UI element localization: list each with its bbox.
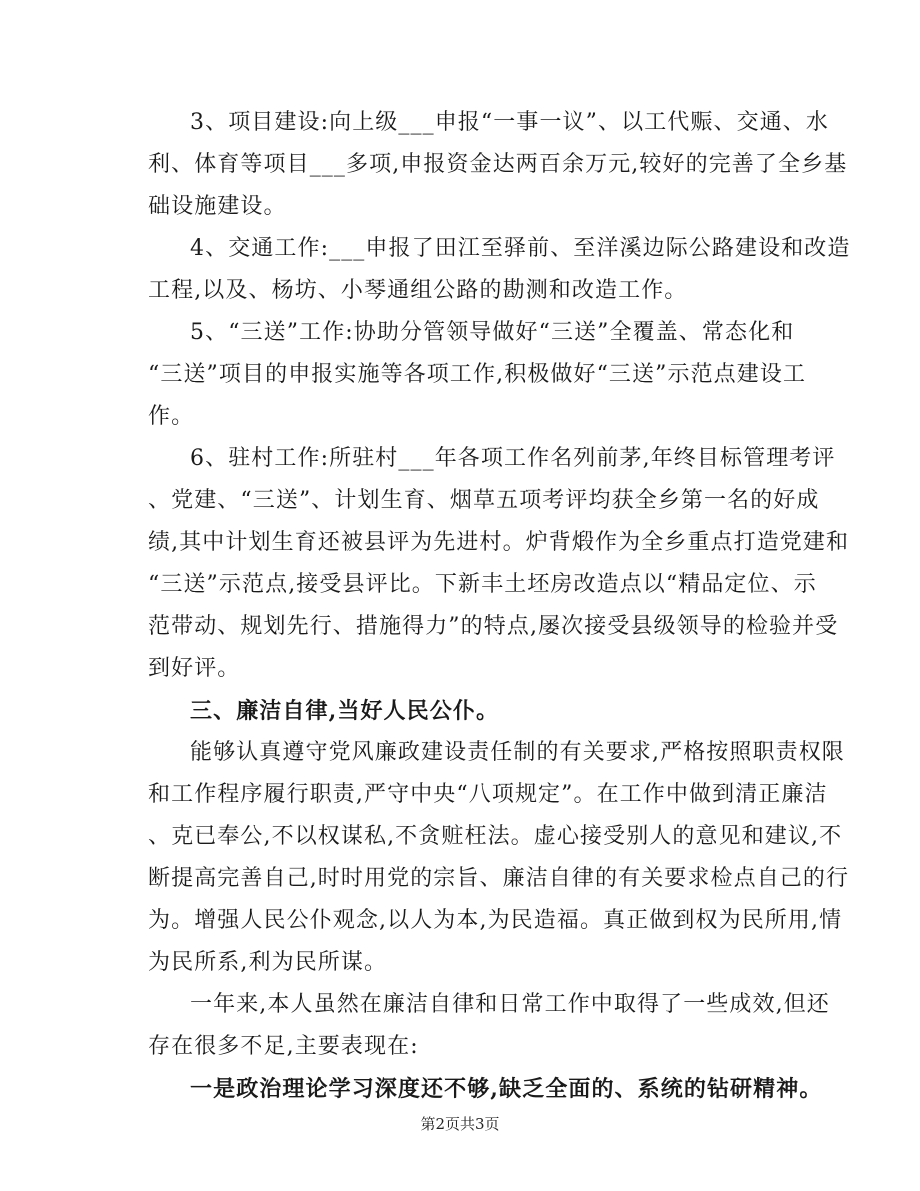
section-heading: 三、廉洁自律,当好人民公仆。 <box>190 698 500 724</box>
text-line: 绩,其中计划生育还被县评为先进村。炉背煅作为全乡重点打造党建和 <box>148 530 850 555</box>
text-line: 6、驻村工作:所驻村___年各项工作名列前茅,年终目标管理考评 <box>190 446 836 471</box>
text-line: 利、体育等项目___多项,申报资金达两百余万元,较好的完善了全乡基 <box>148 152 848 177</box>
text-line: 4、交通工作:___申报了田江至驿前、至洋溪边际公路建设和改造 <box>190 236 851 261</box>
text-line: 一年来,本人虽然在廉洁自律和日常工作中取得了一些成效,但还 <box>190 992 830 1017</box>
text-line: 础设施建设。 <box>148 194 287 219</box>
text-line: 工程,以及、杨坊、小琴通组公路的勘测和改造工作。 <box>148 278 688 303</box>
text-line: 作。 <box>148 404 195 429</box>
text-line: 3、项目建设:向上级___申报“一事一议”、以工代赈、交通、水 <box>190 110 830 135</box>
text-line: 和工作程序履行职责,严守中央“八项规定”。在工作中做到清正廉洁 <box>148 782 828 807</box>
text-line: 断提高完善自己,时时用党的宗旨、廉洁自律的有关要求检点自己的行 <box>148 866 850 891</box>
text-line: 存在很多不足,主要表现在: <box>148 1034 419 1059</box>
text-line: “三送”项目的申报实施等各项工作,积极做好“三送”示范点建设工 <box>148 362 807 387</box>
bold-point: 一是政治理论学习深度还不够,缺乏全面的、系统的钻研精神。 <box>190 1076 823 1102</box>
text-line: 能够认真遵守党风廉政建设责任制的有关要求,严格按照职责权限 <box>190 740 845 765</box>
text-line: 为民所系,利为民所谋。 <box>148 950 388 975</box>
text-line: 为。增强人民公仆观念,以人为本,为民造福。真正做到权为民所用,情 <box>148 908 843 933</box>
text-line: 、克已奉公,不以权谋私,不贪赃枉法。虚心接受别人的意见和建议,不 <box>148 824 843 849</box>
text-line: 到好评。 <box>148 656 241 681</box>
text-line: 、党建、“三送”、计划生育、烟草五项考评均获全乡第一名的好成 <box>148 488 820 513</box>
text-line: 范带动、规划先行、措施得力”的特点,屡次接受县级领导的检验并受 <box>148 614 839 639</box>
page-number-footer: 第2页共3页 <box>420 1115 500 1133</box>
text-line: 5、“三送”工作:协助分管领导做好“三送”全覆盖、常态化和 <box>190 320 795 345</box>
text-line: “三送”示范点,接受县评比。下新丰土坯房改造点以“精品定位、示 <box>148 572 817 597</box>
